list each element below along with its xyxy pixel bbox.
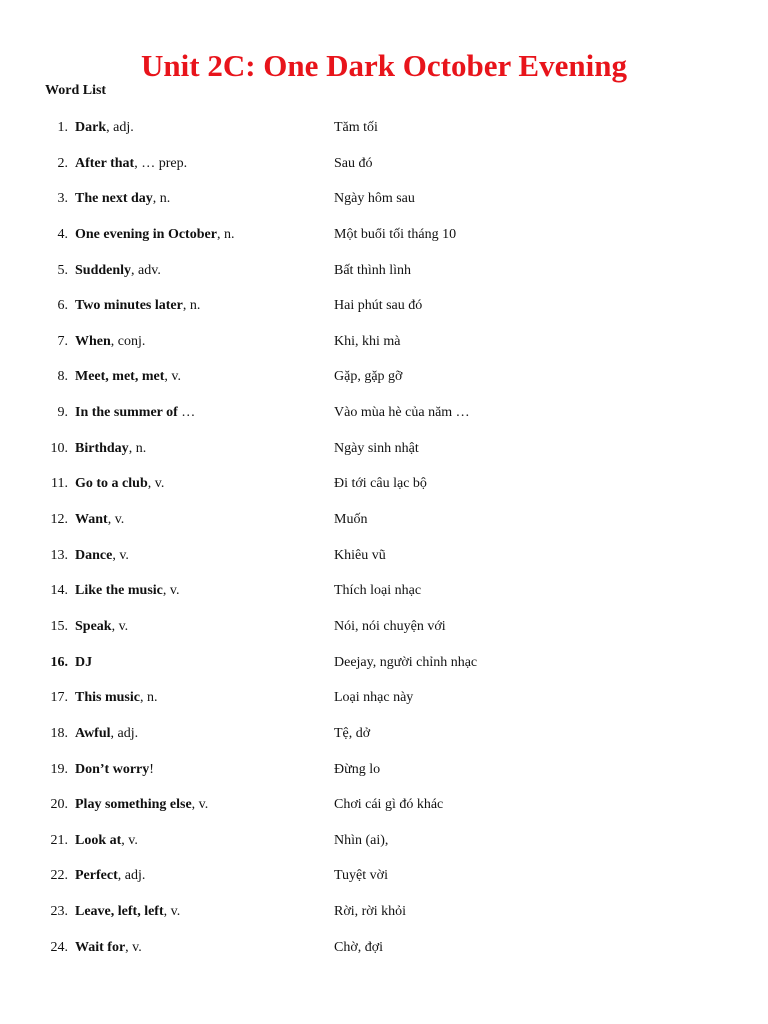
- list-item: [0, 475, 768, 511]
- item-number: 4.: [57, 226, 68, 242]
- item-number: 12.: [50, 512, 68, 528]
- item-meaning: Nhìn (ai),: [334, 832, 389, 848]
- term-word: Play something else: [75, 797, 192, 813]
- item-meaning: Khi, khi mà: [334, 333, 401, 349]
- item-term: [75, 368, 181, 386]
- term-word: Speak: [75, 618, 112, 634]
- list-item: [0, 725, 768, 761]
- list-item: [0, 226, 768, 262]
- term-part-of-speech: !: [149, 761, 154, 777]
- term-word: When: [75, 333, 111, 349]
- term-word: Like the music: [75, 583, 163, 599]
- item-number: 19.: [50, 761, 68, 777]
- item-meaning: Đừng lo: [334, 761, 381, 777]
- term-part-of-speech: , conj.: [110, 333, 146, 349]
- term-word: Two minutes later: [75, 298, 183, 314]
- term-part-of-speech: , v.: [162, 583, 180, 599]
- item-meaning: Loại nhạc này: [334, 690, 414, 706]
- item-meaning: Ngày hôm sau: [334, 191, 415, 207]
- list-item: [0, 832, 768, 868]
- item-meaning: Một buổi tối tháng 10: [334, 226, 457, 242]
- item-number: 5.: [57, 262, 68, 278]
- item-meaning: Nói, nói chuyện với: [334, 618, 446, 634]
- item-meaning: Tăm tối: [334, 120, 378, 135]
- term-word: In the summer of: [75, 405, 178, 421]
- item-term: [75, 689, 157, 707]
- term-part-of-speech: , v.: [163, 904, 181, 920]
- term-word: Birthday: [75, 440, 129, 456]
- term-word: One evening in October: [75, 226, 217, 242]
- list-item: [0, 867, 768, 903]
- item-term: [75, 796, 208, 814]
- term-part-of-speech: , adj.: [106, 120, 134, 135]
- term-word: Want: [75, 512, 108, 528]
- item-number: 23.: [50, 904, 68, 920]
- item-number: 10.: [50, 440, 68, 456]
- term-part-of-speech: , v.: [121, 832, 138, 848]
- item-meaning: Rời, rời khỏi: [334, 904, 406, 920]
- item-term: [75, 582, 179, 600]
- page-title: Unit 2C: One Dark October Evening: [141, 48, 627, 83]
- list-item: [0, 440, 768, 476]
- list-item: [0, 511, 768, 547]
- term-part-of-speech: , n.: [152, 191, 171, 207]
- item-number: 15.: [50, 618, 68, 634]
- list-item: [0, 939, 768, 975]
- item-number: 22.: [50, 868, 68, 884]
- item-number: 24.: [50, 939, 68, 955]
- item-term: [75, 939, 142, 957]
- item-number: 9.: [57, 405, 68, 421]
- item-number: 3.: [57, 191, 68, 207]
- item-term: [75, 475, 164, 493]
- item-term: [75, 867, 145, 885]
- item-number: 13.: [50, 547, 68, 563]
- term-word: After that: [75, 155, 135, 171]
- item-number: 11.: [51, 476, 68, 492]
- item-number: 21.: [50, 832, 68, 848]
- term-word: Look at: [75, 832, 122, 848]
- item-number: 7.: [57, 333, 68, 349]
- term-word: Don’t worry: [75, 761, 150, 777]
- term-word: The next day: [75, 191, 153, 207]
- item-number: 6.: [57, 298, 68, 314]
- item-term: [75, 725, 138, 743]
- term-part-of-speech: , adj.: [110, 725, 139, 741]
- term-part-of-speech: , … prep.: [134, 155, 188, 171]
- item-term: [75, 119, 134, 137]
- item-term: [75, 903, 180, 921]
- term-word: Dance: [75, 547, 113, 563]
- item-meaning: Tuyệt vời: [334, 868, 388, 884]
- list-item: [0, 582, 768, 618]
- item-term: [75, 511, 124, 529]
- term-part-of-speech: , n.: [128, 440, 147, 456]
- term-word: Go to a club: [75, 476, 148, 492]
- term-part-of-speech: , adj.: [117, 868, 146, 884]
- item-number: 1.: [57, 120, 68, 135]
- list-item: [0, 796, 768, 832]
- item-meaning: Chơi cái gì đó khác: [334, 797, 444, 813]
- term-part-of-speech: , v.: [107, 512, 125, 528]
- item-meaning: Ngày sinh nhật: [334, 440, 419, 456]
- term-word: Awful: [75, 725, 111, 741]
- term-part-of-speech: , adv.: [131, 262, 161, 278]
- list-item: [0, 547, 768, 583]
- term-part-of-speech: , v.: [111, 618, 129, 634]
- list-item: [0, 689, 768, 725]
- list-item: [0, 903, 768, 939]
- term-word: Leave, left, left: [75, 904, 164, 920]
- term-part-of-speech: , v.: [125, 939, 142, 955]
- item-term: [75, 832, 138, 850]
- list-item: [0, 618, 768, 654]
- item-meaning: Chờ, đợi: [334, 939, 384, 955]
- item-meaning: Khiêu vũ: [334, 547, 386, 563]
- item-number: 8.: [57, 369, 68, 385]
- term-word: This music: [75, 690, 140, 706]
- item-meaning: Hai phút sau đó: [334, 298, 423, 314]
- item-term: [75, 333, 145, 351]
- item-number: 14.: [50, 583, 68, 599]
- item-term: [75, 440, 146, 458]
- item-meaning: Bất thình lình: [334, 262, 411, 278]
- list-item: [0, 262, 768, 298]
- list-item: [0, 297, 768, 333]
- word-list: [0, 119, 768, 974]
- list-item: [0, 333, 768, 369]
- term-word: Perfect: [75, 868, 118, 884]
- item-term: [75, 155, 187, 173]
- item-number: 20.: [50, 797, 68, 813]
- list-item: [0, 155, 768, 191]
- item-term: [75, 654, 92, 672]
- term-part-of-speech: …: [177, 405, 196, 421]
- item-meaning: Đi tới câu lạc bộ: [334, 476, 427, 492]
- term-part-of-speech: , v.: [112, 547, 129, 563]
- item-term: [75, 404, 195, 422]
- item-number: 18.: [50, 725, 68, 741]
- term-word: DJ: [75, 654, 93, 670]
- item-meaning: Muốn: [334, 512, 368, 528]
- term-part-of-speech: , v.: [147, 476, 165, 492]
- item-term: [75, 547, 129, 565]
- item-term: [75, 761, 154, 779]
- term-word: Suddenly: [75, 262, 132, 278]
- item-term: [75, 297, 200, 315]
- list-item: [0, 190, 768, 226]
- term-word: Wait for: [75, 939, 126, 955]
- list-item: [0, 368, 768, 404]
- item-term: [75, 262, 161, 280]
- item-term: [75, 618, 128, 636]
- item-meaning: Deejay, người chỉnh nhạc: [334, 654, 478, 670]
- list-item: [0, 654, 768, 690]
- term-part-of-speech: , v.: [191, 797, 209, 813]
- item-number: 16.: [50, 654, 68, 670]
- item-number: 2.: [57, 155, 68, 171]
- item-meaning: Sau đó: [334, 155, 373, 171]
- term-part-of-speech: , n.: [182, 298, 201, 314]
- item-number: 17.: [50, 690, 68, 706]
- item-meaning: Vào mùa hè của năm …: [334, 405, 470, 421]
- item-term: [75, 190, 170, 208]
- term-word: Meet, met, met: [75, 369, 165, 385]
- term-part-of-speech: , v.: [164, 369, 181, 385]
- term-part-of-speech: , n.: [216, 226, 235, 242]
- list-item: [0, 404, 768, 440]
- term-word: Dark: [75, 120, 107, 135]
- item-meaning: Thích loại nhạc: [334, 583, 422, 599]
- list-item: [0, 119, 768, 155]
- term-part-of-speech: , n.: [139, 690, 158, 706]
- section-title: Word List: [45, 83, 107, 98]
- item-meaning: Gặp, gặp gỡ: [334, 369, 403, 385]
- list-item: [0, 761, 768, 797]
- item-meaning: Tệ, dở: [334, 725, 371, 741]
- item-term: [75, 226, 234, 244]
